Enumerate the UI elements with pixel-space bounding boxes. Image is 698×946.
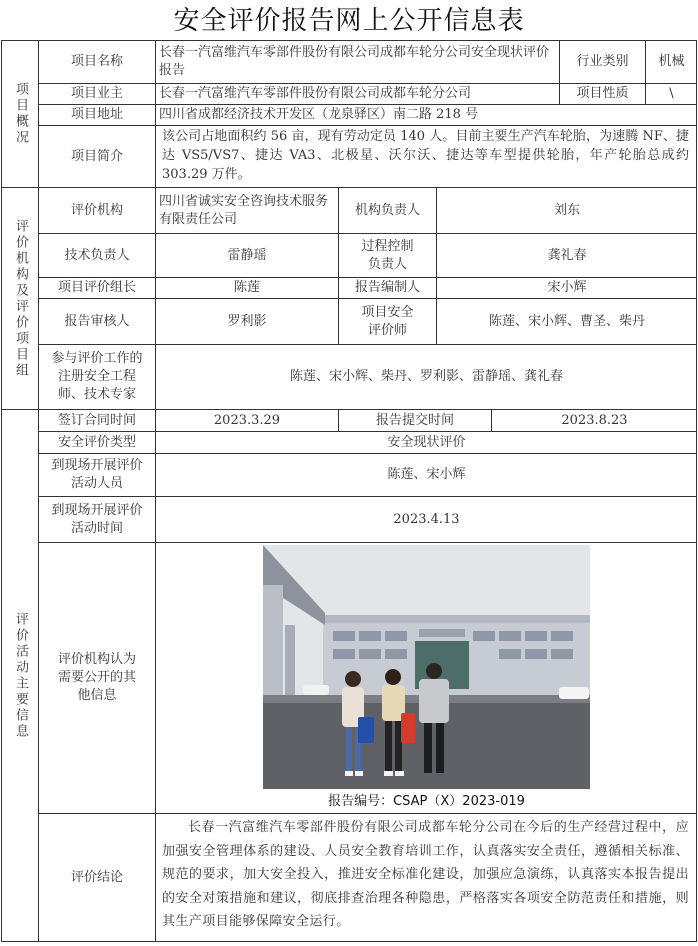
team-leader-value: 陈莲 xyxy=(155,277,338,298)
site-staff-label: 到现场开展评价活动人员 xyxy=(38,453,155,496)
team-leader-label: 项目评价组长 xyxy=(38,277,155,298)
report-date-value: 2023.8.23 xyxy=(491,409,697,431)
project-name-label: 项目名称 xyxy=(38,40,155,83)
intro-value: 该公司占地面积约 56 亩，现有劳动定员 140 人。目前主要生产汽车轮胎，为速腾 NF、捷达 VS5/VS7、捷达 VA3、北极星、沃尔沃、捷达等车型提供轮胎，年产轮胎总成约 303.29 万件。 xyxy=(155,125,697,187)
address-label: 项目地址 xyxy=(38,104,155,125)
safety-assessor-value: 陈莲、宋小辉、曹圣、柴丹 xyxy=(436,298,697,344)
section-activity-label: 评价活动主要信息 xyxy=(1,409,38,941)
conclusion-text xyxy=(162,816,689,934)
agency-label: 评价机构 xyxy=(38,187,155,233)
conclusion-text-content: 长春一汽富维汽车零部件股份有限公司成都车轮分公司在今后的生产经营过程中，应加强安全管理体系的建设、人员安全教育培训工作，认真落实安全责任，遵循相关标准、规范的要求，加大安全投入，推进安全标准化建设，加强应急演练，认真落实本报告提出的安全对策措施和建议，彻底排查治理各种隐患，严格落实各项安全防范责任和措施，则其生产项目能够保障安全运行。 xyxy=(162,820,689,929)
owner-value: 长春一汽富维汽车零部件股份有限公司成都车轮分公司 xyxy=(155,83,559,104)
conclusion-value xyxy=(155,813,697,941)
other-info-cell xyxy=(155,542,697,813)
site-visit-photo-graphic xyxy=(263,545,590,789)
site-visit-photo xyxy=(263,545,590,789)
intro-label: 项目简介 xyxy=(38,125,155,187)
project-name-value: 长春一汽富维汽车零部件股份有限公司成都车轮分公司安全现状评价报告 xyxy=(155,40,559,83)
address-value: 四川省成都经济技术开发区（龙泉驿区）南二路 218 号 xyxy=(155,104,697,125)
contract-date-label: 签订合同时间 xyxy=(38,409,155,431)
eval-type-label: 安全评价类型 xyxy=(38,431,155,453)
process-head-label: 过程控制负责人 xyxy=(338,233,436,277)
contract-date-value: 2023.3.29 xyxy=(155,409,338,431)
agency-head-value: 刘东 xyxy=(436,187,697,233)
tech-head-label: 技术负责人 xyxy=(38,233,155,277)
reviewer-value: 罗利影 xyxy=(155,298,338,344)
eval-type-value: 安全现状评价 xyxy=(155,431,697,453)
report-date-label: 报告提交时间 xyxy=(338,409,491,431)
section-agency-label: 评价机构及评价项目组 xyxy=(1,187,38,409)
section-overview-label: 项目概况 xyxy=(1,40,38,187)
table-bottom-border xyxy=(1,941,697,942)
safety-assessor-label: 项目安全评价师 xyxy=(338,298,436,344)
nature-value: \ xyxy=(645,83,697,104)
nature-label: 项目性质 xyxy=(559,83,645,104)
page-title: 安全评价报告网上公开信息表 xyxy=(173,6,525,36)
site-time-label: 到现场开展评价活动时间 xyxy=(38,496,155,542)
table-right-border xyxy=(696,40,697,942)
engineers-value: 陈莲、宋小辉、柴丹、罗利影、雷静瑶、龚礼春 xyxy=(155,344,697,409)
process-head-value: 龚礼春 xyxy=(436,233,697,277)
agency-head-label: 机构负责人 xyxy=(338,187,436,233)
reviewer-label: 报告审核人 xyxy=(38,298,155,344)
site-time-value: 2023.4.13 xyxy=(155,496,697,542)
report-writer-label: 报告编制人 xyxy=(338,277,436,298)
site-staff-value: 陈莲、宋小辉 xyxy=(155,453,697,496)
agency-value: 四川省诚实安全咨询技术服务有限责任公司 xyxy=(155,187,338,233)
other-info-label: 评价机构认为需要公开的其他信息 xyxy=(38,542,155,813)
conclusion-label: 评价结论 xyxy=(38,813,155,941)
report-number: 报告编号：CSAP（X）2023-019 xyxy=(328,794,525,809)
owner-label: 项目业主 xyxy=(38,83,155,104)
tech-head-value: 雷静瑶 xyxy=(155,233,338,277)
report-writer-value: 宋小辉 xyxy=(436,277,697,298)
industry-value: 机械 xyxy=(645,40,697,83)
engineers-label: 参与评价工作的注册安全工程师、技术专家 xyxy=(38,344,155,409)
industry-label: 行业类别 xyxy=(559,40,645,83)
